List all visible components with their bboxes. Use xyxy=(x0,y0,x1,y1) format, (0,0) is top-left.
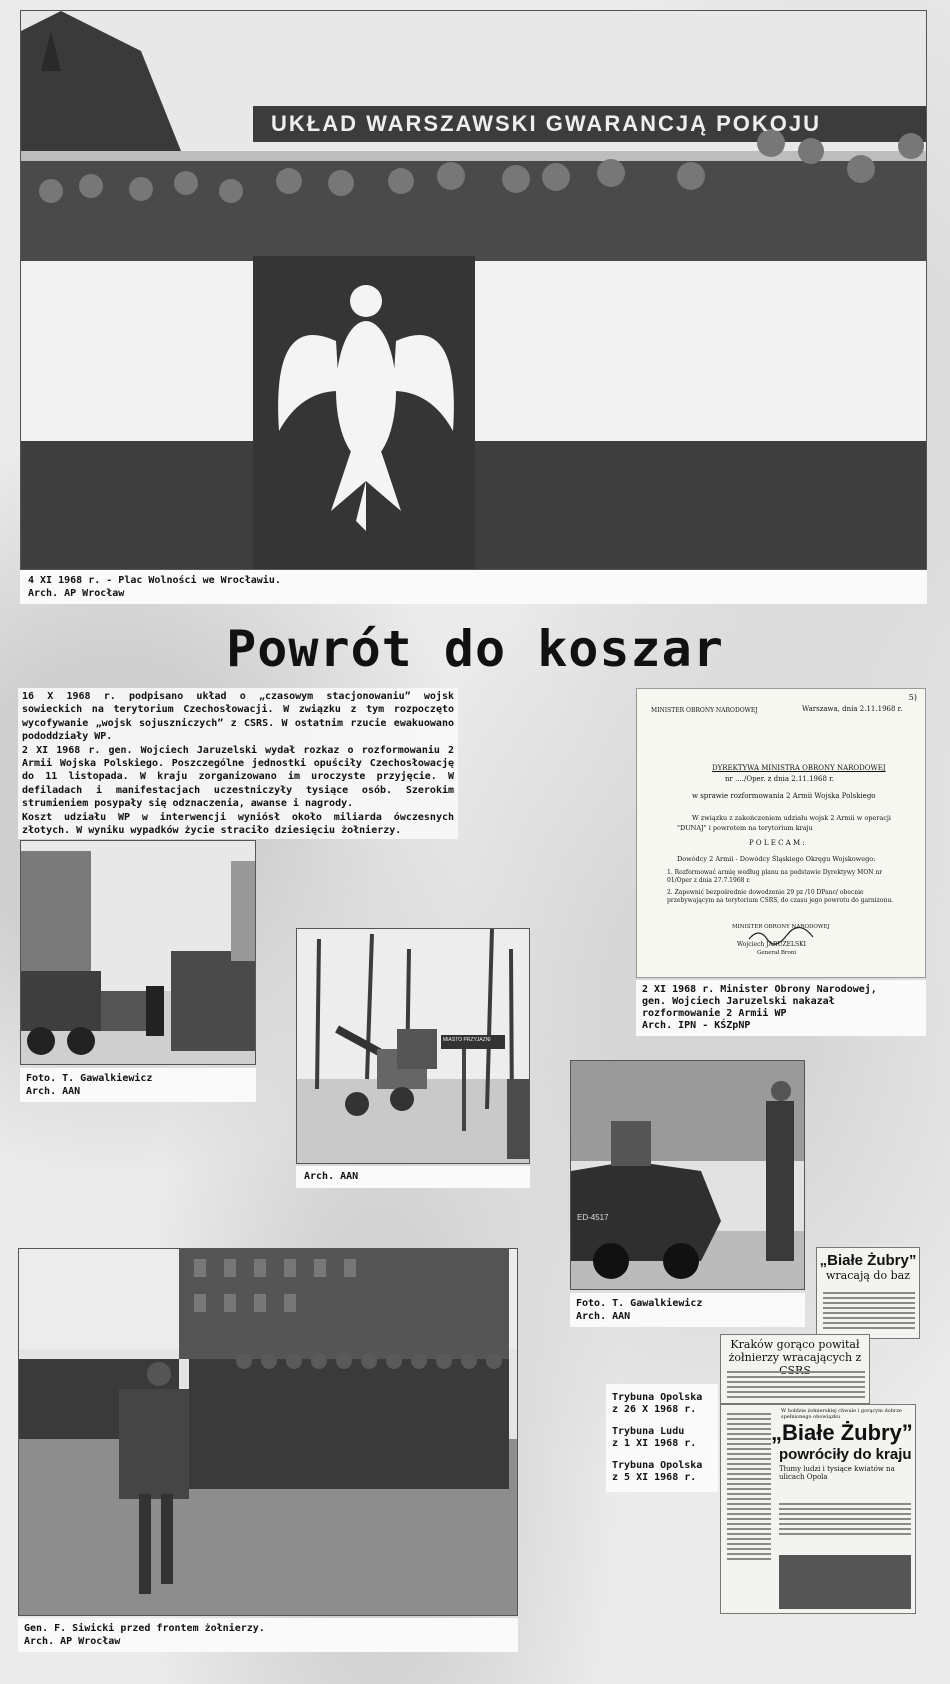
clipping-headline: „Białe Żubry” xyxy=(819,1252,917,1269)
caption-line: 4 XI 1968 r. - Plac Wolności we Wrocławiu. xyxy=(28,575,281,586)
banner-text: UKŁAD WARSZAWSKI GWARANCJĄ POKOJU xyxy=(271,111,822,136)
clipping-column-text xyxy=(727,1413,771,1563)
page-title: Powrót do koszar xyxy=(226,620,724,678)
source-date: z 26 X 1968 r. xyxy=(612,1404,697,1415)
city-sign: MIASTO PRZYJAŹNI xyxy=(443,1037,491,1043)
source-paper: Trybuna Ludu xyxy=(612,1426,685,1437)
clipping-body-text xyxy=(727,1371,865,1401)
document-header-right: Warszawa, dnia 2.11.1968 r. xyxy=(802,705,903,713)
parade-caption xyxy=(18,1618,518,1652)
source-entry xyxy=(612,1392,712,1416)
caption-line: Arch. AAN xyxy=(576,1311,631,1322)
intro-text xyxy=(18,688,458,839)
clipping-subheadline: powróciły do kraju xyxy=(779,1446,912,1463)
document-page-number: 5) xyxy=(908,693,917,702)
apc-scene xyxy=(571,1061,805,1290)
source-date: z 1 XI 1968 r. xyxy=(612,1438,697,1449)
caption-line: 2 XI 1968 r. Minister Obrony Narodowej, xyxy=(642,984,877,995)
document-header-left: MINISTER OBRONY NARODOWEJ xyxy=(651,707,758,714)
caption-line: rozformowanie 2 Armii WP xyxy=(642,1008,787,1019)
directive-context: "DUNAJ" i powrotem na terytorium kraju xyxy=(677,824,813,832)
directive-title: DYREKTYWA MINISTRA OBRONY NARODOWEJ xyxy=(712,764,886,772)
newspaper-clipping-2 xyxy=(720,1334,870,1404)
document-caption xyxy=(636,980,926,1036)
clipping-body-text xyxy=(779,1503,911,1538)
newspaper-clipping-1 xyxy=(816,1247,920,1339)
cannon-caption xyxy=(296,1166,530,1188)
directive-number: nr ..../Oper. z dnia 2.11.1968 r. xyxy=(725,775,834,783)
directive-command: P O L E C A M : xyxy=(749,839,805,847)
source-paper: Trybuna Opolska xyxy=(612,1392,703,1403)
clipping-headline: „Białe Żubry” xyxy=(771,1420,913,1445)
clipping-subheadline: wracają do baz xyxy=(826,1269,910,1282)
photo-parade xyxy=(18,1248,518,1616)
clipping-headline: Kraków gorąco powitał żołnierzy wracających z xyxy=(728,1338,862,1364)
caption-line: Arch. AAN xyxy=(304,1171,359,1182)
directive-document xyxy=(636,688,926,978)
clipping-deck: Tłumy ludzi i tysiące kwiatów na ulicach Opola xyxy=(779,1465,895,1481)
clipping-kicker: W hołdzie żołnierskiej chwale i gorącym dobrze spełnionego obowiązku xyxy=(781,1408,902,1420)
source-entry xyxy=(612,1460,712,1484)
intro-paragraph: 2 XI 1968 r. gen. Wojciech Jaruzelski wydał rozkaz o rozformowaniu 2 Armii Wojska Polskiego. Poszczególne jednostki opuściły Czechosłowację do 11 listopada. W kraju zorganizowano im uroczyste przyjęcie. W defiladach i manifestacjach uczestniczyły tysiące osób. Szerokim strumieniem posypały się odznaczenia, awanse i nagrody. xyxy=(22,744,454,810)
signature-name: Wojciech JARUZELSKI xyxy=(737,941,807,948)
caption-line: Foto. T. Gawalkiewicz xyxy=(576,1298,703,1309)
clipping-body-text xyxy=(823,1292,915,1332)
photo-cannon xyxy=(296,928,530,1164)
top-photo-caption xyxy=(20,570,927,604)
directive-subject: w sprawie rozformowania 2 Armii Wojska Polskiego xyxy=(692,792,876,800)
vehicle-plate: ED-4517 xyxy=(577,1213,609,1222)
top-photo-tribune xyxy=(20,10,927,570)
tribune-scene xyxy=(21,11,927,570)
clipping-photo xyxy=(779,1555,911,1609)
signature-rank: Generał Broni xyxy=(757,950,797,956)
directive-context: W związku z zakończeniem udziału wojsk 2 Armii w operacji xyxy=(692,814,891,822)
photo-trucks xyxy=(20,840,256,1065)
newspaper-clipping-3 xyxy=(720,1404,916,1614)
caption-line: Foto. T. Gawalkiewicz xyxy=(26,1073,153,1084)
signature-title: MINISTER OBRONY NARODOWEJ xyxy=(732,924,830,930)
intro-paragraph: Koszt udziału WP w interwencji wyniósł około miliarda ówczesnych złotych. W wyniku wypadków życie straciło dziesięciu żołnierzy. xyxy=(22,811,454,837)
source-paper: Trybuna Opolska xyxy=(612,1460,703,1471)
photo-apc xyxy=(570,1060,805,1290)
directive-addressees: Dowódcy 2 Armii - Dowódcy Śląskiego Okręgu Wojskowego: xyxy=(677,855,876,863)
trucks-caption xyxy=(20,1068,256,1102)
directive-item: 1. Rozformować armię według planu na podstawie Dyrektywy MON nr 01/Oper z dnia 27.7.1968 r. xyxy=(667,869,883,884)
intro-paragraph: 16 X 1968 r. podpisano układ o „czasowym stacjonowaniu” wojsk sowieckich na terytorium Czechosłowacji. W związku z tym rozpoczęto wycofywanie „wojsk sojuszniczych” z CSRS. W ostatnim rzucie ewakuowano pododdziały WP. xyxy=(22,691,454,743)
parade-scene xyxy=(19,1249,518,1616)
caption-line: Arch. AP Wrocław xyxy=(24,1636,121,1647)
source-entry xyxy=(612,1426,712,1450)
trucks-scene xyxy=(21,841,256,1065)
cannon-scene xyxy=(297,929,530,1164)
newspaper-sources xyxy=(606,1384,718,1492)
caption-line: Gen. F. Siwicki przed frontem żołnierzy. xyxy=(24,1623,265,1634)
apc-caption xyxy=(570,1293,805,1327)
caption-line: gen. Wojciech Jaruzelski nakazał xyxy=(642,996,835,1007)
caption-line: Arch. AP Wrocław xyxy=(28,588,125,599)
directive-item: 2. Zapewnić bezpośrednie dowodzenie 29 pz /10 DPanc/ obecnie przebywającym na terytorium CSRS, do czasu jego powrotu do garnizonu. xyxy=(667,889,894,904)
caption-line: Arch. IPN - KŚZpNP xyxy=(642,1020,751,1031)
caption-line: Arch. AAN xyxy=(26,1086,81,1097)
source-date: z 5 XI 1968 r. xyxy=(612,1472,697,1483)
